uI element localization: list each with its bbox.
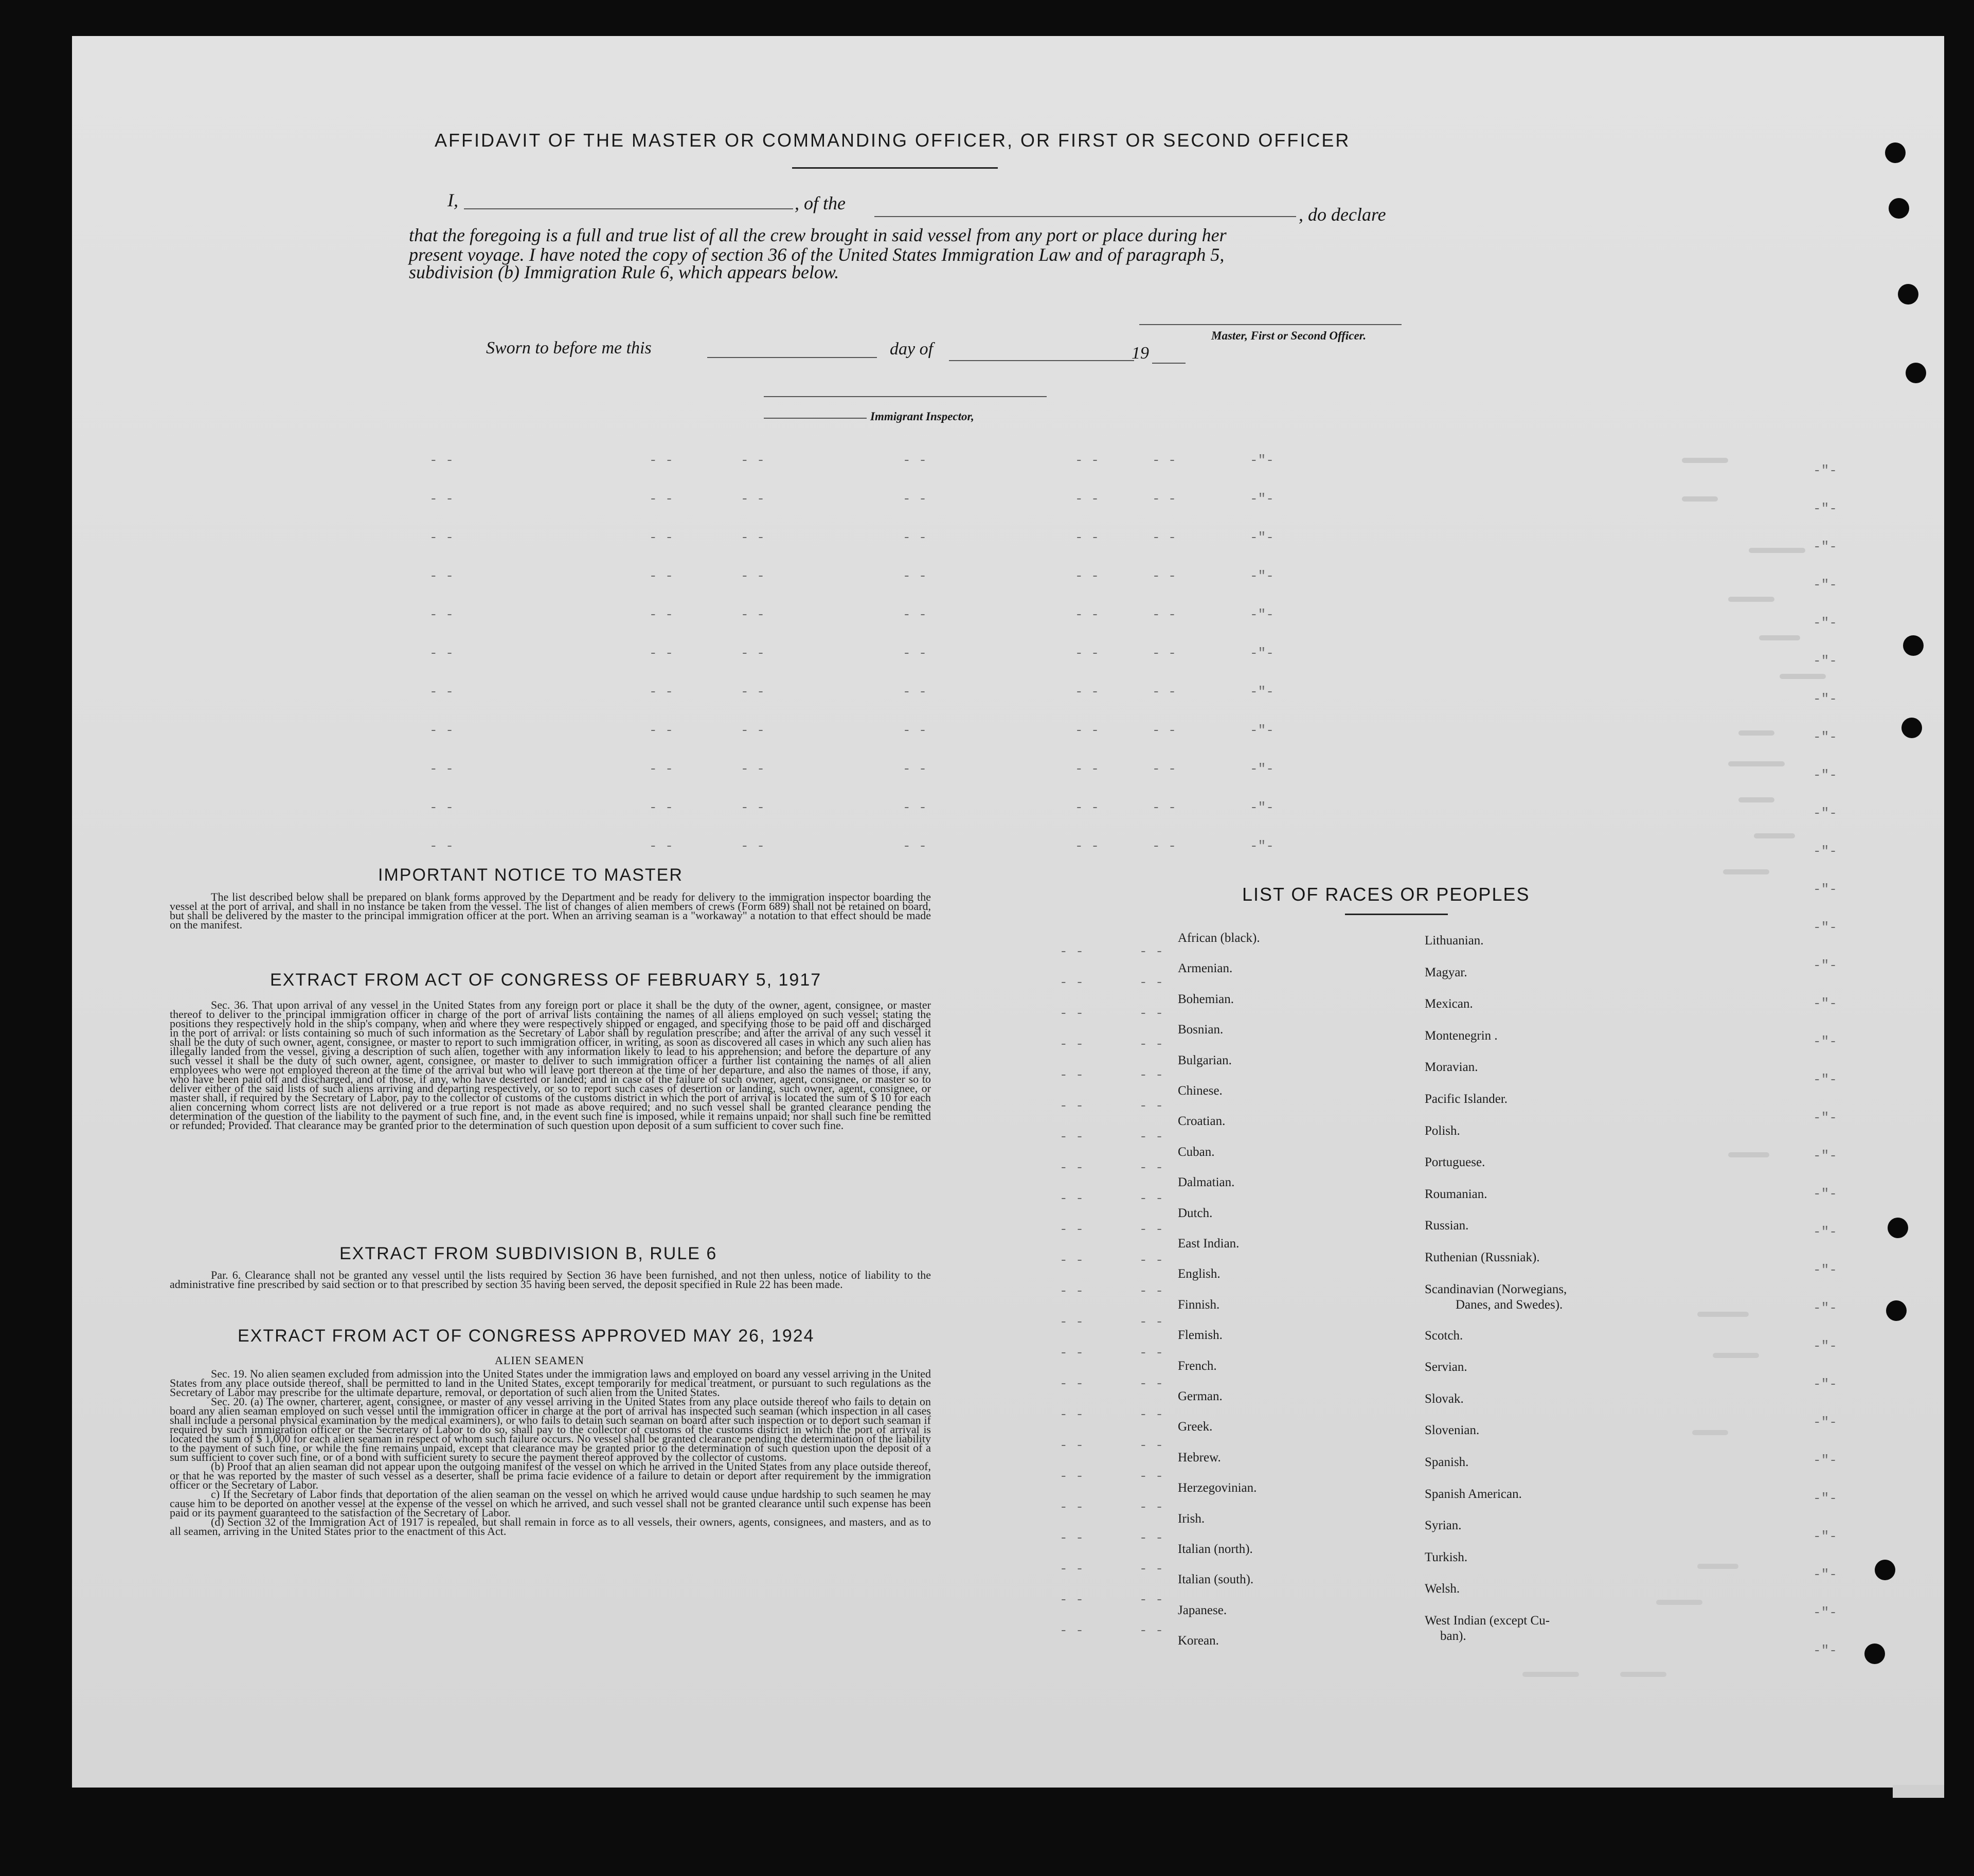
- ditto-mark: - -: [1060, 1222, 1084, 1237]
- affidavit-line-2: that the foregoing is a full and true list of all the crew brought in said vessel from any port or place during her: [409, 225, 1227, 245]
- race-item: Moravian.: [1425, 1060, 1478, 1075]
- ditto-mark: - -: [1139, 1438, 1163, 1453]
- ditto-mark: - -: [1152, 684, 1176, 700]
- ditto-mark: - -: [1139, 1561, 1163, 1577]
- punch-hole: [1875, 1560, 1895, 1580]
- ditto-mark: - -: [1060, 1623, 1084, 1638]
- ditto-mark: - -: [1139, 1623, 1163, 1638]
- ditto-mark: - -: [1060, 1592, 1084, 1607]
- ditto-mark: - -: [649, 530, 673, 545]
- ditto-mark: - -: [429, 646, 454, 661]
- race-item: Ruthenian (Russniak).: [1425, 1250, 1540, 1264]
- sec-20d-body: (d) Section 32 of the Immigration Act of 1917 is repealed, but shall remain in force as to all vessels, their owners, agents, consignees, and masters, and as to all seamen, arriving in the United States prior to the enactment of this Act.: [170, 1515, 931, 1538]
- race-item: Finnish.: [1178, 1297, 1220, 1312]
- ditto-mark: - -: [741, 568, 765, 584]
- ditto-mark: - -: [1152, 491, 1176, 507]
- ditto-mark: - -: [1060, 1345, 1084, 1361]
- ditto-mark: - -: [1075, 646, 1099, 661]
- notice-body: The list described below shall be prepared on blank forms approved by the Department and be ready for delivery to the immigration inspector boarding the vessel at the port of arrival, and shall in no instance be taken from the vessel. The list of changes of alien members of crews (Form 689) shall not be retained on board, but shall be delivered by the master to the principal immigration officer at the port. When an arriving seaman is a "workaway" a notation to that effect should be made on the manifest.: [170, 890, 931, 931]
- race-item: Korean.: [1178, 1634, 1219, 1648]
- ditto-mark: - -: [1139, 975, 1163, 990]
- ditto-mark: - -: [903, 568, 927, 584]
- ditto-mark: -"-: [1813, 1224, 1837, 1240]
- show-through-mark: [1728, 597, 1774, 602]
- ditto-mark: - -: [903, 453, 927, 468]
- ditto-mark: - -: [1139, 1006, 1163, 1021]
- ditto-mark: -"-: [1813, 653, 1837, 669]
- ditto-mark: -"-: [1813, 1453, 1837, 1468]
- ditto-mark: - -: [741, 761, 765, 777]
- race-item: Armenian.: [1178, 961, 1233, 976]
- extract-1917-body: Sec. 36. That upon arrival of any vessel in the United States from any foreign port or place it shall be the duty of the owner, agent, consignee, or master thereof to deliver to the principal immigration officer in charge of the port of arrival lists containing the names of all aliens employed on such vessel; stating the positions they respectively hold in the ship's company, when and where they were respectively shipped or engaged, and specifying those to be paid off and discharged in the port of arrival: or lists containing so much of such information as the Secretary of Labor shall by regulation prescribe; and after the arrival of any such vessel it shall be the duty of such owner, agent, consignee, or master to report to such immigration officer, in writing, as soon as discovered all cases in which any such alien has illegally landed from the vessel, giving a description of such alien, together with any information likely to lead to his apprehension; and before the departure of any such vessel it shall be the duty of such owner, agent, consignee, or master to deliver to such immigration officer a further list containing the names of all alien employees who were not employed thereon at the time of the arrival but who will leave port thereon at the time of her departure, and also the names of those, if any, who have been paid off and discharged, and of those, if any, who have deserted or landed; and in case of the failure of such owner, agent, consignee, or master so to deliver either of the said lists of such aliens arriving and departing respectively, or so to report such cases of desertion or landing, such owner, agent, consignee, or master shall, if required by the Secretary of Labor, pay to the collector of customs of the customs district in which the port of arrival is located the sum of $ 10 for each alien concerning whom correct lists are not delivered or a true report is not made as above required; and no such vessel shall be granted clearance pending the determination of the question of the liability to the payment of such fine, and, in the event such fine is imposed, while it remains unpaid; nor shall such fine be remitted or refunded; Provided. That clearance may be granted prior to the determination of such question upon deposit of a sum sufficient to cover such fine.: [170, 998, 931, 1132]
- race-item: German.: [1178, 1389, 1223, 1403]
- ditto-mark: - -: [649, 761, 673, 777]
- ditto-mark: - -: [1139, 1037, 1163, 1052]
- ditto-mark: - -: [741, 646, 765, 661]
- ditto-mark: - -: [1152, 761, 1176, 777]
- ditto-mark: - -: [1152, 453, 1176, 468]
- race-item: Mexican.: [1425, 997, 1473, 1011]
- ditto-mark: - -: [649, 800, 673, 815]
- ditto-mark: - -: [1075, 838, 1099, 854]
- ditto-mark: - -: [1152, 607, 1176, 622]
- race-item: Bulgarian.: [1178, 1053, 1232, 1067]
- ditto-mark: - -: [1152, 800, 1176, 815]
- ditto-mark: -"-: [1813, 1491, 1837, 1506]
- ditto-mark: -"-: [1813, 882, 1837, 897]
- show-through-mark: [1723, 869, 1769, 874]
- ditto-mark: -"-: [1813, 729, 1837, 745]
- ditto-mark: - -: [1139, 1098, 1163, 1114]
- race-item: Magyar.: [1425, 965, 1467, 979]
- sec-20c-body: c) If the Secretary of Labor finds that deportation of the alien seaman on the vessel on which he arrived would cause undue hardship to such seamen he may cause him to be deported on another vessel at the expense of the vessel on which he arrived, and such vessel shall not be granted clearance until such expense has been paid or its payment guaranteed to the satisfaction of the Secretary of Labor.: [170, 1488, 931, 1519]
- ditto-mark: - -: [1139, 1283, 1163, 1299]
- race-item: Scandinavian (Norwegians,: [1425, 1282, 1567, 1296]
- ditto-mark: - -: [1139, 1222, 1163, 1237]
- ditto-mark: -"-: [1813, 844, 1837, 859]
- ditto-mark: - -: [1152, 838, 1176, 854]
- show-through-mark: [1738, 730, 1774, 736]
- punch-hole: [1888, 1218, 1908, 1238]
- ditto-mark: - -: [1060, 1376, 1084, 1391]
- race-item: English.: [1178, 1267, 1221, 1281]
- race-item: Russian.: [1425, 1219, 1469, 1233]
- rule-6-body: Par. 6. Clearance shall not be granted any vessel until the lists required by Section 36 have been furnished, and not then unless, notice of liability to the administrative fine prescribed by said section or to that prescribed by section 35 having been served, the deposit specified in Rule 22 has been made.: [170, 1268, 931, 1291]
- ditto-mark: - -: [429, 607, 454, 622]
- ditto-mark: - -: [741, 607, 765, 622]
- ditto-mark: -"-: [1250, 568, 1274, 584]
- race-item: Turkish.: [1425, 1550, 1468, 1564]
- show-through-mark: [1728, 761, 1785, 766]
- title-underline: [792, 167, 998, 169]
- ditto-mark: - -: [649, 568, 673, 584]
- ditto-mark: - -: [741, 723, 765, 738]
- race-item: Slovenian.: [1425, 1423, 1480, 1438]
- ditto-mark: - -: [429, 838, 454, 854]
- punch-hole: [1898, 284, 1918, 305]
- ditto-mark: - -: [1075, 684, 1099, 700]
- ditto-mark: -"-: [1813, 1262, 1837, 1278]
- ditto-mark: - -: [1060, 1006, 1084, 1021]
- ditto-mark: - -: [1060, 1530, 1084, 1546]
- race-item-continuation: Danes, and Swedes).: [1456, 1297, 1563, 1312]
- ditto-mark: - -: [903, 684, 927, 700]
- ditto-mark: - -: [1075, 723, 1099, 738]
- ditto-mark: - -: [1060, 975, 1084, 990]
- ditto-mark: - -: [1060, 944, 1084, 959]
- affidavit-i: I,: [447, 190, 458, 210]
- ditto-mark: - -: [649, 684, 673, 700]
- ditto-mark: - -: [1060, 1253, 1084, 1268]
- notice-title: IMPORTANT NOTICE TO MASTER: [378, 865, 683, 885]
- ditto-mark: - -: [1139, 1530, 1163, 1546]
- race-item: Chinese.: [1178, 1084, 1223, 1098]
- ditto-mark: - -: [649, 607, 673, 622]
- ditto-mark: - -: [741, 453, 765, 468]
- ditto-mark: -"-: [1813, 1110, 1837, 1125]
- race-item: Syrian.: [1425, 1518, 1462, 1533]
- ditto-mark: -"-: [1813, 691, 1837, 707]
- ditto-mark: - -: [1139, 1592, 1163, 1607]
- ditto-mark: - -: [1060, 1438, 1084, 1453]
- ditto-mark: - -: [1139, 1376, 1163, 1391]
- ditto-mark: - -: [903, 530, 927, 545]
- ditto-mark: - -: [649, 723, 673, 738]
- race-item-continuation: ban).: [1440, 1629, 1466, 1643]
- ditto-mark: - -: [1139, 1314, 1163, 1330]
- rule-6-title: EXTRACT FROM SUBDIVISION B, RULE 6: [339, 1244, 717, 1263]
- races-title: LIST OF RACES OR PEOPLES: [1242, 884, 1530, 905]
- ditto-mark: -"-: [1813, 1072, 1837, 1087]
- ditto-mark: - -: [1139, 1191, 1163, 1206]
- inspector-label: Immigrant Inspector,: [870, 410, 974, 423]
- race-item: Bohemian.: [1178, 992, 1234, 1006]
- show-through-mark: [1522, 1672, 1579, 1677]
- extract-1924-section: [170, 1369, 931, 1536]
- ditto-mark: -"-: [1813, 1567, 1837, 1582]
- ditto-mark: - -: [1060, 1098, 1084, 1114]
- ditto-mark: - -: [741, 800, 765, 815]
- ditto-mark: - -: [741, 491, 765, 507]
- affidavit-title: AFFIDAVIT OF THE MASTER OR COMMANDING OFFICER, OR FIRST OR SECOND OFFICER: [435, 130, 1351, 151]
- sec-20b-body: (b) Proof that an alien seaman did not appear upon the outgoing manifest of the vessel on which he arrived in the United States from any place outside thereof, or that he was reported by the master of such vessel as a deserter, shall be prima facie evidence of a failure to detain or deport after requirement by the immigration officer or the Secretary of Labor.: [170, 1460, 931, 1491]
- ditto-mark: - -: [1075, 453, 1099, 468]
- ditto-mark: -"-: [1813, 1605, 1837, 1620]
- ditto-mark: - -: [429, 684, 454, 700]
- ditto-mark: -"-: [1813, 1148, 1837, 1164]
- ditto-mark: - -: [649, 453, 673, 468]
- ditto-mark: - -: [741, 530, 765, 545]
- day-blank: [707, 357, 877, 358]
- ditto-mark: - -: [429, 530, 454, 545]
- race-item: Flemish.: [1178, 1328, 1223, 1343]
- ditto-mark: -"-: [1813, 1186, 1837, 1202]
- show-through-mark: [1754, 833, 1795, 838]
- ditto-mark: - -: [903, 761, 927, 777]
- ditto-mark: - -: [1075, 530, 1099, 545]
- race-item: East Indian.: [1178, 1237, 1240, 1250]
- rule-6-section: [170, 1268, 931, 1291]
- race-item: Welsh.: [1425, 1582, 1460, 1596]
- ditto-mark: - -: [1075, 761, 1099, 777]
- race-item: African (black).: [1178, 931, 1260, 945]
- ditto-mark: -"-: [1813, 806, 1837, 821]
- day-of-text: day of: [890, 340, 934, 359]
- ditto-mark: - -: [1060, 1191, 1084, 1206]
- ditto-mark: - -: [429, 491, 454, 507]
- race-item: Croatian.: [1178, 1114, 1226, 1129]
- ditto-mark: - -: [1060, 1469, 1084, 1484]
- ditto-mark: -"-: [1813, 1034, 1837, 1049]
- show-through-mark: [1682, 496, 1718, 502]
- inspector-signature-line: [764, 396, 1047, 397]
- ditto-mark: - -: [1075, 491, 1099, 507]
- ditto-mark: -"-: [1250, 453, 1274, 468]
- ditto-mark: -"-: [1250, 800, 1274, 815]
- ditto-mark: - -: [903, 800, 927, 815]
- ditto-mark: - -: [1139, 1160, 1163, 1175]
- affidavit-declare: , do declare: [1299, 204, 1386, 225]
- ditto-mark: - -: [429, 761, 454, 777]
- vessel-blank: [874, 216, 1296, 217]
- year-prefix: 19: [1132, 344, 1149, 363]
- race-item: Spanish.: [1425, 1455, 1469, 1469]
- ditto-mark: -"-: [1250, 684, 1274, 700]
- ditto-mark: - -: [741, 838, 765, 854]
- inspector-line-lead: [764, 418, 867, 419]
- ditto-mark: -"-: [1813, 767, 1837, 783]
- show-through-mark: [1780, 674, 1826, 679]
- ditto-mark: - -: [429, 453, 454, 468]
- ditto-mark: - -: [1060, 1037, 1084, 1052]
- punch-hole: [1864, 1643, 1885, 1664]
- master-signature-line: [1139, 324, 1402, 325]
- master-signature-label: Master, First or Second Officer.: [1211, 329, 1367, 342]
- ditto-mark: - -: [1152, 723, 1176, 738]
- race-item: Irish.: [1178, 1511, 1205, 1526]
- race-item: Lithuanian.: [1425, 934, 1484, 948]
- ditto-mark: - -: [1139, 1499, 1163, 1515]
- ditto-mark: -"-: [1250, 838, 1274, 854]
- sec-19-body: Sec. 19. No alien seamen excluded from admission into the United States under the immigration laws and employed on board any vessel arriving in the United States from any place outside thereof, shall be permitted to land in the United States, except temporarily for medical treatment, or pursuant to such regulations as the Secretary of Labor may prescribe for the ultimate departure, removal, or deportation of such alien from the United States.: [170, 1367, 931, 1399]
- ditto-mark: - -: [903, 646, 927, 661]
- punch-hole: [1889, 198, 1909, 219]
- ditto-mark: - -: [1060, 1561, 1084, 1577]
- race-item: Dalmatian.: [1178, 1175, 1235, 1190]
- race-item: Scotch.: [1425, 1328, 1463, 1343]
- ditto-mark: - -: [741, 684, 765, 700]
- show-through-mark: [1749, 548, 1805, 553]
- affidavit-line-4: subdivision (b) Immigration Rule 6, which appears below.: [409, 262, 839, 282]
- ditto-mark: -"-: [1813, 501, 1837, 516]
- show-through-mark: [1697, 1564, 1738, 1569]
- ditto-mark: -"-: [1813, 958, 1837, 973]
- punch-hole: [1885, 142, 1906, 163]
- affidavit-line-3: present voyage. I have noted the copy of section 36 of the United States Immigration Law and of paragraph 5,: [409, 244, 1225, 265]
- sworn-text: Sworn to before me this: [486, 338, 652, 358]
- show-through-mark: [1697, 1312, 1749, 1317]
- ditto-mark: - -: [1139, 1129, 1163, 1145]
- ditto-mark: - -: [1060, 1499, 1084, 1515]
- race-item: Montenegrin .: [1425, 1028, 1498, 1043]
- ditto-mark: - -: [1152, 530, 1176, 545]
- ditto-mark: - -: [1139, 1253, 1163, 1268]
- race-item: West Indian (except Cu-: [1425, 1614, 1550, 1628]
- month-blank: [949, 360, 1134, 361]
- race-item: Portuguese.: [1425, 1155, 1485, 1170]
- race-item: Spanish American.: [1425, 1487, 1522, 1501]
- punch-hole: [1906, 363, 1926, 383]
- ditto-mark: - -: [1139, 1407, 1163, 1422]
- ditto-mark: - -: [903, 607, 927, 622]
- race-item: Italian (north).: [1178, 1542, 1253, 1556]
- sheet-edge: [1893, 1785, 1944, 1798]
- race-item: Italian (south).: [1178, 1573, 1254, 1587]
- ditto-mark: - -: [1060, 1314, 1084, 1330]
- ditto-mark: -"-: [1813, 1300, 1837, 1316]
- ditto-mark: -"-: [1813, 1338, 1837, 1354]
- ditto-mark: -"-: [1813, 539, 1837, 555]
- ditto-mark: -"-: [1250, 761, 1274, 777]
- show-through-mark: [1656, 1600, 1702, 1605]
- ditto-mark: - -: [1060, 1407, 1084, 1422]
- ditto-mark: -"-: [1250, 607, 1274, 622]
- ditto-mark: -"-: [1813, 996, 1837, 1011]
- ditto-mark: - -: [1139, 1067, 1163, 1083]
- notice-section: [170, 892, 931, 930]
- race-item: Servian.: [1425, 1360, 1467, 1374]
- ditto-mark: - -: [1075, 800, 1099, 815]
- race-item: Japanese.: [1178, 1603, 1227, 1617]
- ditto-mark: - -: [1075, 568, 1099, 584]
- race-item: Dutch.: [1178, 1206, 1213, 1220]
- show-through-mark: [1713, 1353, 1759, 1358]
- ditto-mark: -"-: [1813, 577, 1837, 593]
- ditto-mark: - -: [1060, 1129, 1084, 1145]
- ditto-mark: - -: [649, 646, 673, 661]
- race-item: Herzegovinian.: [1178, 1481, 1257, 1495]
- show-through-mark: [1692, 1430, 1728, 1435]
- show-through-mark: [1682, 458, 1728, 463]
- ditto-mark: -"-: [1813, 615, 1837, 631]
- show-through-mark: [1728, 1152, 1769, 1157]
- race-item: Roumanian.: [1425, 1187, 1487, 1201]
- punch-hole: [1886, 1300, 1907, 1321]
- ditto-mark: - -: [429, 723, 454, 738]
- affidavit-of-the: , of the: [795, 193, 846, 213]
- ditto-mark: - -: [649, 491, 673, 507]
- ditto-mark: - -: [1152, 646, 1176, 661]
- ditto-mark: -"-: [1813, 1643, 1837, 1658]
- race-item: French.: [1178, 1359, 1217, 1373]
- extract-1917-title: EXTRACT FROM ACT OF CONGRESS OF FEBRUARY 5, 1917: [270, 970, 822, 990]
- ditto-mark: - -: [903, 491, 927, 507]
- ditto-mark: -"-: [1813, 1415, 1837, 1430]
- race-item: Greek.: [1178, 1420, 1213, 1434]
- ditto-mark: - -: [1139, 1469, 1163, 1484]
- ditto-mark: - -: [1139, 944, 1163, 959]
- show-through-mark: [1738, 797, 1774, 802]
- race-item: Pacific Islander.: [1425, 1092, 1508, 1106]
- race-item: Slovak.: [1425, 1391, 1464, 1406]
- ditto-mark: - -: [429, 568, 454, 584]
- punch-hole: [1903, 635, 1924, 656]
- race-item: Hebrew.: [1178, 1450, 1221, 1464]
- ditto-mark: - -: [429, 800, 454, 815]
- punch-hole: [1901, 718, 1922, 738]
- show-through-mark: [1620, 1672, 1666, 1677]
- race-item: Polish.: [1425, 1123, 1460, 1138]
- ditto-mark: - -: [1060, 1067, 1084, 1083]
- ditto-mark: - -: [1060, 1160, 1084, 1175]
- ditto-mark: -"-: [1813, 1377, 1837, 1392]
- ditto-mark: -"-: [1250, 530, 1274, 545]
- extract-1924-title: EXTRACT FROM ACT OF CONGRESS APPROVED MAY 26, 1924: [238, 1326, 815, 1346]
- ditto-mark: -"-: [1250, 646, 1274, 661]
- show-through-mark: [1759, 635, 1800, 640]
- sec-20a-body: Sec. 20. (a) The owner, charterer, agent, consignee, or master of any vessel arriving in the United States from any place outside thereof who fails to detain on board any alien seaman employed on such vessel until the immigration officer in charge at the port of arrival has inspected such seaman (which inspection in all cases shall include a personal physical examination by the medical examiners), or who fails to detain such seaman on board after such inspection or to deport such seaman if required by such immigration officer or the Secretary of Labor to do so, shall pay to the collector of customs of the customs district in which the port of arrival is located the sum of $ 1,000 for each alien seaman in respect of whom such failure occurs. No vessel shall be granted clearance pending the determination of the liability to the payment of such fine, or while the fine remains unpaid, except that clearance may be granted prior to the determination of such question upon the deposit of a sum sufficient to cover such fine, or of a bond with sufficient surety to secure the payment thereof approved by the collector of customs.: [170, 1395, 931, 1463]
- extract-1917-section: [170, 1000, 931, 1130]
- alien-seamen-subtitle: ALIEN SEAMEN: [495, 1354, 584, 1367]
- race-item: Bosnian.: [1178, 1023, 1224, 1037]
- ditto-mark: -"-: [1250, 723, 1274, 738]
- races-title-underline: [1345, 914, 1448, 915]
- race-item: Cuban.: [1178, 1145, 1215, 1159]
- ditto-mark: -"-: [1813, 920, 1837, 935]
- ditto-mark: - -: [1139, 1345, 1163, 1361]
- ditto-mark: -"-: [1250, 491, 1274, 507]
- ditto-mark: -"-: [1813, 463, 1837, 478]
- ditto-mark: - -: [649, 838, 673, 854]
- name-blank: [464, 208, 793, 209]
- ditto-mark: - -: [1152, 568, 1176, 584]
- ditto-mark: - -: [1060, 1283, 1084, 1299]
- ditto-mark: - -: [903, 723, 927, 738]
- year-blank: [1152, 363, 1186, 364]
- ditto-mark: - -: [903, 838, 927, 854]
- ditto-mark: - -: [1075, 607, 1099, 622]
- ditto-mark: -"-: [1813, 1529, 1837, 1544]
